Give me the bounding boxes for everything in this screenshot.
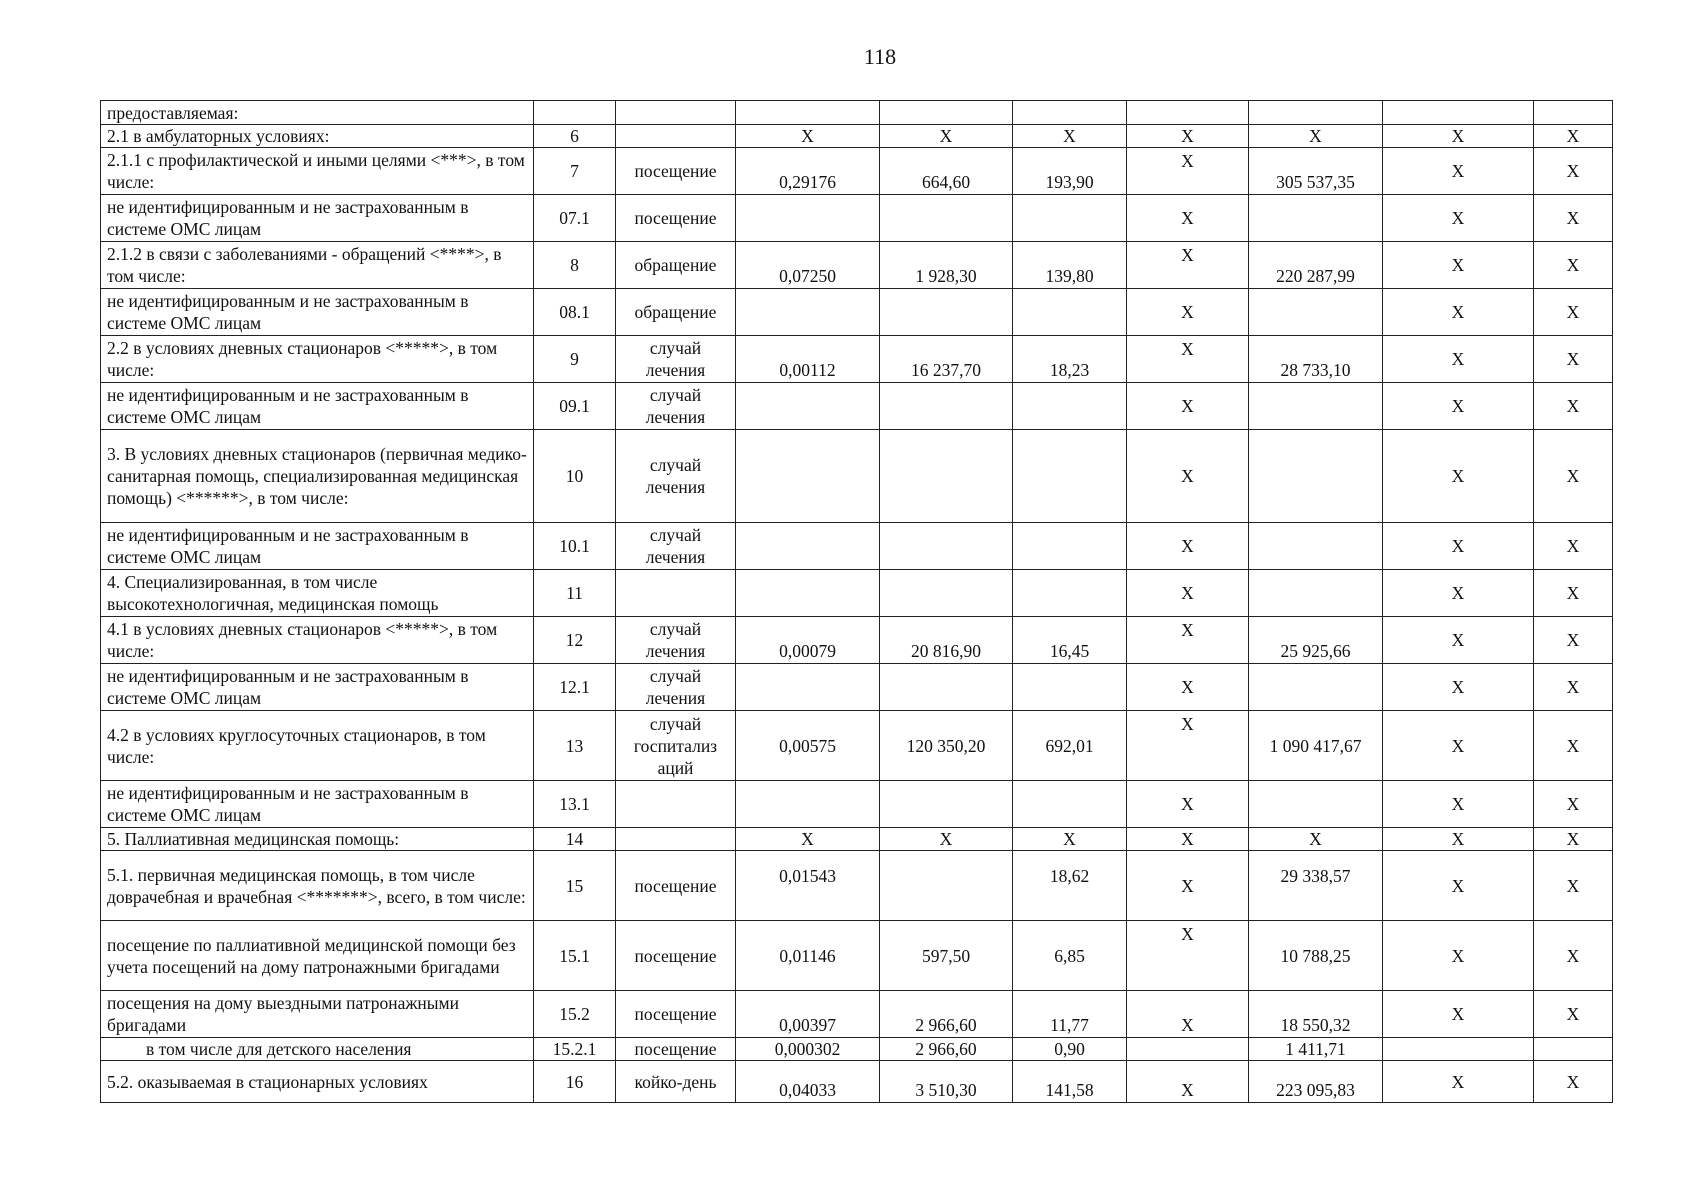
row-unit: случай госпитализ аций: [616, 711, 736, 781]
cell-c4: Х: [1127, 921, 1249, 991]
cell-c6: Х: [1383, 125, 1534, 148]
cell-c2: 664,60: [880, 148, 1013, 195]
cell-c7: Х: [1534, 148, 1613, 195]
row-name: 3. В условиях дневных стационаров (первичная медико-санитарная помощь, специализированная медицинская помощь) <******>, в том числе:: [101, 430, 534, 523]
row-name: 2.1.2 в связи с заболеваниями - обращений <****>, в том числе:: [101, 242, 534, 289]
cell-c5: Х: [1249, 828, 1383, 851]
row-name: предоставляемая:: [101, 101, 534, 125]
cell-c7: Х: [1534, 711, 1613, 781]
cell-c7: Х: [1534, 523, 1613, 570]
cell-c6: Х: [1383, 242, 1534, 289]
cell-c6: Х: [1383, 617, 1534, 664]
row-name: 5.1. первичная медицинская помощь, в том числе доврачебная и врачебная <*******>, всего, в том числе:: [101, 851, 534, 921]
row-unit: случай лечения: [616, 383, 736, 430]
cell-c7: Х: [1534, 289, 1613, 336]
cell-c7: Х: [1534, 195, 1613, 242]
cell-c5: Х: [1249, 125, 1383, 148]
cell-c4: [1127, 101, 1249, 125]
cell-c4: Х: [1127, 523, 1249, 570]
cell-c6: Х: [1383, 991, 1534, 1038]
cell-c1: 0,000302: [736, 1038, 880, 1061]
row-code: 15.2: [534, 991, 616, 1038]
row-unit: [616, 781, 736, 828]
row-code: 07.1: [534, 195, 616, 242]
row-name: 2.1.1 с профилактической и иными целями <***>, в том числе:: [101, 148, 534, 195]
cell-c1: 0,04033: [736, 1061, 880, 1103]
cell-c4: [1127, 1038, 1249, 1061]
cell-c5: [1249, 570, 1383, 617]
cell-c2: [880, 570, 1013, 617]
cell-c6: [1383, 101, 1534, 125]
cell-c7: Х: [1534, 1061, 1613, 1103]
cell-c3: [1013, 289, 1127, 336]
table-row: [101, 991, 1613, 1038]
cell-c1: Х: [736, 828, 880, 851]
row-name: 5.2. оказываемая в стационарных условиях: [101, 1061, 534, 1103]
cell-c2: 20 816,90: [880, 617, 1013, 664]
cell-c3: 692,01: [1013, 711, 1127, 781]
row-unit: обращение: [616, 242, 736, 289]
cell-c6: Х: [1383, 570, 1534, 617]
cell-c2: 3 510,30: [880, 1061, 1013, 1103]
cell-c7: Х: [1534, 570, 1613, 617]
row-code: 12: [534, 617, 616, 664]
cell-c5: [1249, 523, 1383, 570]
row-unit: [616, 570, 736, 617]
cell-c1: [736, 430, 880, 523]
table-row: [101, 430, 1613, 523]
table-row: [101, 617, 1613, 664]
cell-c3: [1013, 383, 1127, 430]
table-row: [101, 828, 1613, 851]
cell-c3: 141,58: [1013, 1061, 1127, 1103]
cell-c5: [1249, 781, 1383, 828]
table-row: [101, 921, 1613, 991]
cell-c4: Х: [1127, 195, 1249, 242]
row-name: 2.2 в условиях дневных стационаров <*****>, в том числе:: [101, 336, 534, 383]
row-code: 09.1: [534, 383, 616, 430]
table-row: [101, 242, 1613, 289]
cell-c7: [1534, 101, 1613, 125]
cell-c2: [880, 289, 1013, 336]
cell-c1: [736, 289, 880, 336]
cell-c4: Х: [1127, 828, 1249, 851]
row-code: 08.1: [534, 289, 616, 336]
cell-c1: [736, 664, 880, 711]
cell-c7: Х: [1534, 991, 1613, 1038]
cell-c7: Х: [1534, 430, 1613, 523]
table-row: [101, 851, 1613, 921]
cell-c7: Х: [1534, 921, 1613, 991]
cell-c3: [1013, 523, 1127, 570]
cell-c6: Х: [1383, 148, 1534, 195]
row-name: не идентифицированным и не застрахованным в системе ОМС лицам: [101, 195, 534, 242]
cell-c1: [736, 523, 880, 570]
cell-c3: [1013, 430, 1127, 523]
row-name: не идентифицированным и не застрахованным в системе ОМС лицам: [101, 781, 534, 828]
table-row: [101, 1038, 1613, 1061]
cell-c2: [880, 430, 1013, 523]
cell-c6: Х: [1383, 828, 1534, 851]
cell-c3: 6,85: [1013, 921, 1127, 991]
cell-c2: [880, 383, 1013, 430]
table-row: [101, 101, 1613, 125]
row-unit: посещение: [616, 195, 736, 242]
cell-c1: 0,00575: [736, 711, 880, 781]
cell-c6: Х: [1383, 711, 1534, 781]
cell-c6: Х: [1383, 523, 1534, 570]
table-row: [101, 523, 1613, 570]
row-unit: случай лечения: [616, 523, 736, 570]
row-code: 10: [534, 430, 616, 523]
cell-c5: 25 925,66: [1249, 617, 1383, 664]
cell-c1: Х: [736, 125, 880, 148]
cell-c5: [1249, 430, 1383, 523]
table-row: [101, 664, 1613, 711]
row-name: 4. Специализированная, в том числе высокотехнологичная, медицинская помощь: [101, 570, 534, 617]
cell-c5: 18 550,32: [1249, 991, 1383, 1038]
cell-c6: Х: [1383, 921, 1534, 991]
row-unit: [616, 125, 736, 148]
cell-c7: [1534, 1038, 1613, 1061]
cell-c6: Х: [1383, 336, 1534, 383]
row-code: 10.1: [534, 523, 616, 570]
cell-c5: [1249, 101, 1383, 125]
cell-c7: Х: [1534, 828, 1613, 851]
cell-c3: [1013, 570, 1127, 617]
cell-c4: Х: [1127, 617, 1249, 664]
cell-c5: 305 537,35: [1249, 148, 1383, 195]
table-row: [101, 781, 1613, 828]
cell-c6: [1383, 1038, 1534, 1061]
row-unit: посещение: [616, 991, 736, 1038]
cell-c4: Х: [1127, 148, 1249, 195]
cell-c1: 0,07250: [736, 242, 880, 289]
cell-c3: Х: [1013, 828, 1127, 851]
table-row: [101, 148, 1613, 195]
row-name: посещение по паллиативной медицинской помощи без учета посещений на дому патронажными бригадами: [101, 921, 534, 991]
cell-c4: Х: [1127, 289, 1249, 336]
row-code: 12.1: [534, 664, 616, 711]
cell-c4: Х: [1127, 336, 1249, 383]
cell-c1: [736, 570, 880, 617]
table-row: [101, 711, 1613, 781]
cell-c3: 193,90: [1013, 148, 1127, 195]
row-unit: [616, 101, 736, 125]
row-unit: посещение: [616, 1038, 736, 1061]
cell-c7: Х: [1534, 851, 1613, 921]
cell-c2: 16 237,70: [880, 336, 1013, 383]
cell-c2: 120 350,20: [880, 711, 1013, 781]
medical-care-table: [100, 100, 1613, 1103]
cell-c3: [1013, 781, 1127, 828]
cell-c3: 16,45: [1013, 617, 1127, 664]
cell-c7: Х: [1534, 781, 1613, 828]
cell-c2: 1 928,30: [880, 242, 1013, 289]
cell-c5: 1 090 417,67: [1249, 711, 1383, 781]
cell-c6: Х: [1383, 289, 1534, 336]
table-row: [101, 383, 1613, 430]
cell-c1: 0,01543: [736, 851, 880, 921]
cell-c5: 223 095,83: [1249, 1061, 1383, 1103]
cell-c1: 0,29176: [736, 148, 880, 195]
row-name: не идентифицированным и не застрахованным в системе ОМС лицам: [101, 523, 534, 570]
row-code: 14: [534, 828, 616, 851]
row-name: 4.1 в условиях дневных стационаров <*****>, в том числе:: [101, 617, 534, 664]
cell-c6: Х: [1383, 195, 1534, 242]
row-unit: случай лечения: [616, 617, 736, 664]
row-name: не идентифицированным и не застрахованным в системе ОМС лицам: [101, 383, 534, 430]
cell-c3: [1013, 101, 1127, 125]
row-name: 5. Паллиативная медицинская помощь:: [101, 828, 534, 851]
cell-c5: [1249, 664, 1383, 711]
row-unit: койко-день: [616, 1061, 736, 1103]
cell-c6: Х: [1383, 383, 1534, 430]
cell-c2: [880, 664, 1013, 711]
row-unit: случай лечения: [616, 336, 736, 383]
cell-c7: Х: [1534, 617, 1613, 664]
cell-c5: 28 733,10: [1249, 336, 1383, 383]
cell-c2: [880, 851, 1013, 921]
cell-c2: 2 966,60: [880, 1038, 1013, 1061]
cell-c5: 29 338,57: [1249, 851, 1383, 921]
row-unit: случай лечения: [616, 664, 736, 711]
cell-c7: Х: [1534, 336, 1613, 383]
cell-c1: 0,00079: [736, 617, 880, 664]
cell-c1: [736, 383, 880, 430]
row-name: 4.2 в условиях круглосуточных стационаров, в том числе:: [101, 711, 534, 781]
cell-c3: [1013, 195, 1127, 242]
cell-c1: 0,01146: [736, 921, 880, 991]
cell-c1: [736, 781, 880, 828]
row-code: 15.2.1: [534, 1038, 616, 1061]
cell-c4: Х: [1127, 851, 1249, 921]
row-name: в том числе для детского населения: [101, 1038, 534, 1061]
row-unit: [616, 828, 736, 851]
cell-c4: Х: [1127, 430, 1249, 523]
cell-c3: [1013, 664, 1127, 711]
cell-c4: Х: [1127, 1061, 1249, 1103]
cell-c2: [880, 523, 1013, 570]
row-name: не идентифицированным и не застрахованным в системе ОМС лицам: [101, 289, 534, 336]
cell-c7: Х: [1534, 664, 1613, 711]
cell-c2: [880, 781, 1013, 828]
cell-c2: [880, 101, 1013, 125]
row-name: посещения на дому выездными патронажными бригадами: [101, 991, 534, 1038]
row-code: 7: [534, 148, 616, 195]
table-row: [101, 289, 1613, 336]
cell-c6: Х: [1383, 1061, 1534, 1103]
cell-c5: [1249, 383, 1383, 430]
cell-c5: 1 411,71: [1249, 1038, 1383, 1061]
cell-c4: Х: [1127, 125, 1249, 148]
cell-c1: 0,00112: [736, 336, 880, 383]
row-unit: посещение: [616, 148, 736, 195]
cell-c4: Х: [1127, 711, 1249, 781]
cell-c2: 597,50: [880, 921, 1013, 991]
cell-c7: Х: [1534, 383, 1613, 430]
row-code: [534, 101, 616, 125]
cell-c6: Х: [1383, 664, 1534, 711]
row-unit: посещение: [616, 921, 736, 991]
table-row: [101, 125, 1613, 148]
cell-c3: Х: [1013, 125, 1127, 148]
cell-c3: 139,80: [1013, 242, 1127, 289]
table-row: [101, 570, 1613, 617]
cell-c6: Х: [1383, 851, 1534, 921]
row-code: 15.1: [534, 921, 616, 991]
row-name: 2.1 в амбулаторных условиях:: [101, 125, 534, 148]
row-code: 6: [534, 125, 616, 148]
cell-c5: [1249, 195, 1383, 242]
cell-c5: [1249, 289, 1383, 336]
cell-c2: Х: [880, 125, 1013, 148]
row-code: 11: [534, 570, 616, 617]
row-code: 13.1: [534, 781, 616, 828]
cell-c6: Х: [1383, 781, 1534, 828]
cell-c4: Х: [1127, 781, 1249, 828]
cell-c3: 18,23: [1013, 336, 1127, 383]
cell-c4: Х: [1127, 570, 1249, 617]
table-row: [101, 336, 1613, 383]
cell-c7: Х: [1534, 125, 1613, 148]
cell-c4: Х: [1127, 664, 1249, 711]
cell-c1: 0,00397: [736, 991, 880, 1038]
row-code: 8: [534, 242, 616, 289]
cell-c7: Х: [1534, 242, 1613, 289]
cell-c3: 11,77: [1013, 991, 1127, 1038]
row-code: 15: [534, 851, 616, 921]
row-unit: случай лечения: [616, 430, 736, 523]
cell-c6: Х: [1383, 430, 1534, 523]
cell-c1: [736, 101, 880, 125]
page-number: 118: [863, 44, 897, 69]
cell-c4: Х: [1127, 383, 1249, 430]
cell-c5: 10 788,25: [1249, 921, 1383, 991]
row-code: 16: [534, 1061, 616, 1103]
row-code: 13: [534, 711, 616, 781]
table-row: [101, 1061, 1613, 1103]
cell-c2: [880, 195, 1013, 242]
cell-c5: 220 287,99: [1249, 242, 1383, 289]
cell-c2: 2 966,60: [880, 991, 1013, 1038]
cell-c4: Х: [1127, 991, 1249, 1038]
row-code: 9: [534, 336, 616, 383]
cell-c3: 18,62: [1013, 851, 1127, 921]
table-row: [101, 195, 1613, 242]
row-unit: обращение: [616, 289, 736, 336]
cell-c2: Х: [880, 828, 1013, 851]
cell-c3: 0,90: [1013, 1038, 1127, 1061]
cell-c4: Х: [1127, 242, 1249, 289]
row-name: не идентифицированным и не застрахованным в системе ОМС лицам: [101, 664, 534, 711]
cell-c1: [736, 195, 880, 242]
row-unit: посещение: [616, 851, 736, 921]
